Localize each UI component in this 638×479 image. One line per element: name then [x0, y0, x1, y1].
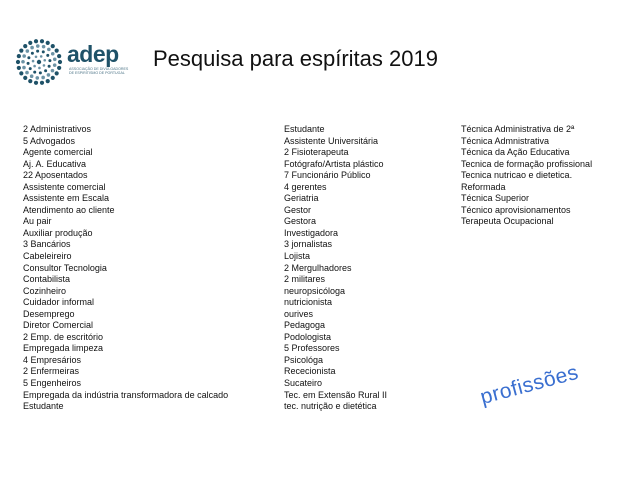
- profession-item: Podologista: [284, 331, 332, 342]
- profession-item: Psicológa: [284, 354, 324, 365]
- profession-item: 2 Administrativos: [23, 124, 92, 134]
- profession-item: Técnica Superior: [461, 193, 530, 204]
- profession-item: 7 Funcionário Público: [284, 170, 371, 181]
- profession-item: 4 gerentes: [284, 181, 327, 192]
- profession-item: Empregada limpeza: [23, 343, 104, 354]
- profession-item: nutricionista: [284, 297, 333, 308]
- profession-item: Tecnica de formação profissional: [461, 158, 593, 169]
- profession-item: Assistente comercial: [23, 181, 106, 192]
- profession-item: Gestora: [284, 216, 317, 227]
- profession-item: 5 Advogados: [23, 135, 76, 146]
- profession-column-1: [23, 124, 228, 413]
- profession-item: Lojista: [284, 251, 311, 262]
- profession-item: 2 Mergulhadores: [284, 262, 352, 273]
- profession-item: 3 Bancários: [23, 239, 71, 250]
- page-title: Pesquisa para espíritas 2019: [153, 46, 438, 71]
- profession-column-2: [284, 124, 387, 413]
- profession-item: 2 Emp. de escritório: [23, 331, 104, 342]
- profession-item: Assistente em Escala: [23, 193, 110, 204]
- profession-item: Aj. A. Educativa: [23, 158, 87, 169]
- profession-item: Tec. em Extensão Rural II: [284, 389, 388, 400]
- profession-item: Agente comercial: [23, 147, 93, 158]
- profession-item: 5 Engenheiros: [23, 378, 82, 389]
- profession-item: Técnico aprovisionamentos: [461, 204, 571, 215]
- profession-item: Tecnica nutricao e dietetica.: [461, 170, 573, 181]
- profession-item: Auxiliar produção: [23, 227, 93, 238]
- logo-name: adep: [67, 41, 119, 67]
- profession-item: Contabilista: [23, 274, 71, 285]
- profession-item: Rececionista: [284, 366, 336, 377]
- profession-item: Cozinheiro: [23, 285, 67, 296]
- profession-item: 2 Fisioterapeuta: [284, 147, 349, 158]
- profession-item: 22 Aposentados: [23, 170, 88, 181]
- profession-item: Terapeuta Ocupacional: [461, 216, 554, 227]
- profession-item: Gestor: [284, 204, 312, 215]
- profession-item: ourives: [284, 308, 314, 319]
- profession-item: Pedagoga: [284, 320, 326, 331]
- profession-item: Diretor Comercial: [23, 320, 94, 331]
- profession-item: 2 Enfermeiras: [23, 366, 80, 377]
- profession-column-3: [461, 124, 592, 228]
- profession-item: Au pair: [23, 216, 52, 227]
- profession-item: 3 jornalistas: [284, 239, 333, 250]
- profession-item: Técnica Administrativa de 2ª: [461, 124, 575, 134]
- professions-watermark: profissões: [477, 360, 582, 410]
- profession-item: Cabeleireiro: [23, 251, 72, 262]
- profession-item: Estudante: [23, 401, 64, 412]
- profession-item: Cuidador informal: [23, 297, 95, 308]
- dotted-globe-icon: [14, 37, 64, 87]
- profession-item: Empregada da indústria transformadora de calcado: [23, 389, 229, 400]
- profession-item: Consultor Tecnologia: [23, 262, 107, 273]
- profession-item: Estudante: [284, 124, 325, 134]
- profession-item: Fotógrafo/Artista plástico: [284, 158, 384, 169]
- profession-item: Sucateiro: [284, 378, 323, 389]
- profession-item: Desemprego: [23, 308, 75, 319]
- logo-subtitle: ASSOCIAÇÃO DE DIVULGADORES DE ESPIRITISMO DE PORTUGAL: [69, 67, 129, 76]
- profession-item: Atendimento ao cliente: [23, 204, 115, 215]
- profession-item: 4 Empresários: [23, 354, 82, 365]
- profession-item: 2 militares: [284, 274, 326, 285]
- profession-item: Reformada: [461, 181, 506, 192]
- adep-logo: [14, 37, 129, 89]
- profession-item: 5 Professores: [284, 343, 340, 354]
- profession-item: Técnica da Ação Educativa: [461, 147, 570, 158]
- profession-item: Assistente Universitária: [284, 135, 379, 146]
- profession-item: Técnica Admnistrativa: [461, 135, 550, 146]
- profession-item: neuropsicóloga: [284, 285, 346, 296]
- profession-item: Geriatria: [284, 193, 319, 204]
- profession-item: tec. nutrição e dietética: [284, 401, 377, 412]
- profession-item: Investigadora: [284, 227, 339, 238]
